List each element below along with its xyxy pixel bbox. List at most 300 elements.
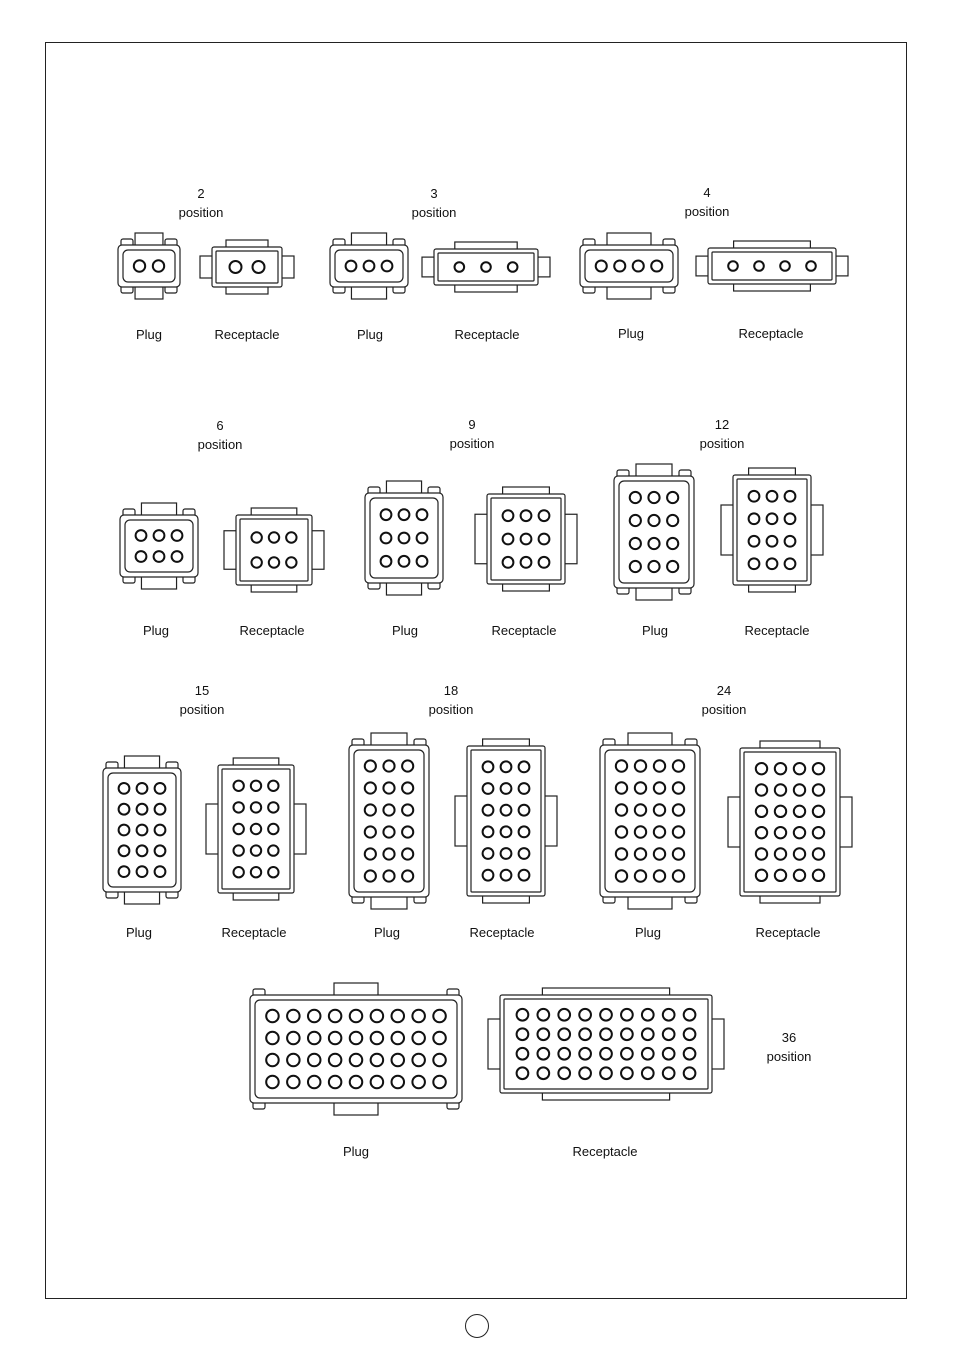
pin-cavity (251, 557, 261, 567)
pin-cavity (663, 1009, 675, 1021)
pin-cavity (350, 1076, 363, 1089)
pin-cavity (383, 870, 394, 881)
pin-cavity (673, 826, 684, 837)
receptacle-15 (206, 758, 306, 900)
pin-cavity (153, 260, 164, 271)
pin-cavity (433, 1032, 446, 1045)
pin-cavity (154, 530, 165, 541)
plug-caption-9: Plug (391, 623, 419, 638)
pin-cavity (417, 556, 428, 567)
count-label-6: 6 position (197, 418, 243, 452)
plug-caption-2: Plug (135, 327, 163, 342)
pin-cavity (767, 558, 778, 569)
pin-cavity (519, 805, 530, 816)
pin-cavity (383, 848, 394, 859)
pin-cavity (558, 1009, 570, 1021)
receptacle-24 (728, 741, 852, 903)
pin-cavity (266, 1010, 279, 1023)
pin-cavity (365, 848, 376, 859)
pin-cavity (616, 826, 627, 837)
pin-cavity (517, 1028, 529, 1040)
pin-cavity (785, 558, 796, 569)
plug-caption-3: Plug (356, 327, 384, 342)
pin-cavity (383, 760, 394, 771)
pin-cavity (412, 1076, 425, 1089)
pin-cavity (635, 760, 646, 771)
pin-cavity (521, 534, 532, 545)
pin-cavity (684, 1048, 696, 1060)
pin-cavity (616, 804, 627, 815)
pin-cavity (481, 262, 491, 272)
receptacle-caption-4: Receptacle (738, 326, 804, 341)
count-label-15: 15 position (179, 683, 225, 717)
pin-cavity (813, 784, 824, 795)
receptacle-6 (224, 508, 324, 592)
pin-cavity (537, 1067, 549, 1079)
pin-cavity (412, 1054, 425, 1067)
pin-cavity (756, 763, 767, 774)
plug-36 (250, 983, 462, 1115)
pin-cavity (667, 561, 678, 572)
pin-cavity (673, 782, 684, 793)
pin-cavity (399, 509, 410, 520)
pin-cavity (364, 261, 375, 272)
pin-cavity (233, 867, 243, 877)
pin-cavity (579, 1067, 591, 1079)
page-number-circle (465, 1314, 489, 1338)
pin-cavity (621, 1028, 633, 1040)
pin-cavity (537, 1028, 549, 1040)
pin-cavity (794, 827, 805, 838)
count-label-24: 24 position (701, 683, 747, 717)
pin-cavity (673, 804, 684, 815)
pin-cavity (749, 491, 760, 502)
pin-cavity (519, 848, 530, 859)
pin-cavity (616, 848, 627, 859)
pin-cavity (268, 781, 278, 791)
pin-cavity (642, 1067, 654, 1079)
pin-cavity (392, 1076, 405, 1089)
receptacle-caption-24: Receptacle (755, 925, 821, 940)
pin-cavity (137, 783, 148, 794)
pin-cavity (399, 533, 410, 544)
pin-cavity (286, 557, 296, 567)
pin-cavity (537, 1009, 549, 1021)
pin-cavity (308, 1076, 321, 1089)
plug-3 (330, 233, 408, 299)
pin-cavity (579, 1048, 591, 1060)
pin-cavity (775, 806, 786, 817)
pin-cavity (350, 1032, 363, 1045)
pin-cavity (648, 561, 659, 572)
pin-cavity (648, 538, 659, 549)
pin-cavity (517, 1048, 529, 1060)
pin-cavity (654, 760, 665, 771)
pin-cavity (402, 782, 413, 793)
pin-cavity (785, 536, 796, 547)
pin-cavity (329, 1076, 342, 1089)
pin-cavity (251, 802, 261, 812)
pin-cavity (503, 557, 514, 568)
pin-cavity (775, 848, 786, 859)
pin-cavity (794, 848, 805, 859)
pin-cavity (155, 804, 166, 815)
pin-cavity (308, 1054, 321, 1067)
pin-cavity (600, 1048, 612, 1060)
receptacle-18 (455, 739, 557, 903)
pin-cavity (673, 760, 684, 771)
pin-cavity (402, 826, 413, 837)
pin-cavity (579, 1009, 591, 1021)
pin-cavity (775, 870, 786, 881)
pin-cavity (600, 1067, 612, 1079)
pin-cavity (287, 1054, 300, 1067)
receptacle-caption-15: Receptacle (221, 925, 287, 940)
pin-cavity (268, 867, 278, 877)
plug-9 (365, 481, 443, 595)
pin-cavity (350, 1010, 363, 1023)
count-label-9: 9 position (449, 417, 495, 451)
pin-cavity (813, 763, 824, 774)
pin-cavity (251, 781, 261, 791)
pin-cavity (172, 530, 183, 541)
pin-cavity (616, 760, 627, 771)
pin-cavity (287, 1010, 300, 1023)
pin-cavity (728, 261, 738, 271)
pin-cavity (371, 1076, 384, 1089)
inner-wall (216, 251, 278, 283)
inner-wall (125, 520, 193, 572)
pin-cavity (813, 870, 824, 881)
pin-cavity (365, 804, 376, 815)
pin-cavity (517, 1009, 529, 1021)
pin-cavity (119, 804, 130, 815)
pin-cavity (483, 870, 494, 881)
pin-cavity (648, 492, 659, 503)
pin-cavity (233, 845, 243, 855)
plug-caption-4: Plug (617, 326, 645, 341)
pin-cavity (813, 848, 824, 859)
pin-cavity (785, 491, 796, 502)
pin-cavity (483, 826, 494, 837)
receptacle-caption-18: Receptacle (469, 925, 535, 940)
pin-cavity (521, 510, 532, 521)
pin-cavity (667, 538, 678, 549)
pin-cavity (642, 1028, 654, 1040)
pin-cavity (412, 1010, 425, 1023)
pin-cavity (119, 783, 130, 794)
pin-cavity (392, 1032, 405, 1045)
plug-caption-6: Plug (142, 623, 170, 638)
pin-cavity (673, 848, 684, 859)
receptacle-12 (721, 468, 823, 592)
pin-cavity (392, 1054, 405, 1067)
pin-cavity (537, 1048, 549, 1060)
pin-cavity (402, 804, 413, 815)
plug-15 (103, 756, 181, 904)
pin-cavity (251, 824, 261, 834)
pin-cavity (780, 261, 790, 271)
plug-12 (614, 464, 694, 600)
pin-cavity (775, 784, 786, 795)
pin-cavity (794, 806, 805, 817)
pin-cavity (371, 1010, 384, 1023)
count-label-3: 3 position (411, 186, 457, 220)
pin-cavity (501, 805, 512, 816)
plug-24 (600, 733, 700, 909)
pin-cavity (684, 1028, 696, 1040)
pin-cavity (673, 870, 684, 881)
pin-cavity (754, 261, 764, 271)
pin-cavity (517, 1067, 529, 1079)
pin-cavity (756, 806, 767, 817)
pin-cavity (633, 260, 644, 271)
pin-cavity (651, 260, 662, 271)
pin-cavity (230, 261, 242, 273)
count-label-2: 2 position (178, 186, 224, 220)
pin-cavity (417, 509, 428, 520)
pin-cavity (433, 1010, 446, 1023)
pin-cavity (794, 784, 805, 795)
pin-cavity (600, 1009, 612, 1021)
pin-cavity (137, 825, 148, 836)
pin-cavity (268, 802, 278, 812)
pin-cavity (635, 782, 646, 793)
plug-caption-36: Plug (342, 1144, 370, 1159)
pin-cavity (483, 783, 494, 794)
receptacle-9 (475, 487, 577, 591)
pin-cavity (501, 870, 512, 881)
pin-cavity (383, 782, 394, 793)
pin-cavity (251, 845, 261, 855)
pin-cavity (155, 825, 166, 836)
pin-cavity (767, 536, 778, 547)
pin-cavity (519, 870, 530, 881)
pin-cavity (483, 761, 494, 772)
pin-cavity (137, 804, 148, 815)
pin-cavity (558, 1067, 570, 1079)
pin-cavity (501, 761, 512, 772)
pin-cavity (684, 1067, 696, 1079)
pin-cavity (558, 1028, 570, 1040)
pin-cavity (269, 532, 279, 542)
receptacle-2 (200, 240, 294, 294)
pin-cavity (630, 515, 641, 526)
pin-cavity (233, 802, 243, 812)
pin-cavity (794, 870, 805, 881)
pin-cavity (767, 491, 778, 502)
pin-cavity (154, 551, 165, 562)
pin-cavity (501, 848, 512, 859)
pin-cavity (749, 558, 760, 569)
receptacle-caption-2: Receptacle (214, 327, 280, 342)
pin-cavity (519, 783, 530, 794)
pin-cavity (600, 1028, 612, 1040)
pin-cavity (806, 261, 816, 271)
pin-cavity (155, 866, 166, 877)
pin-cavity (308, 1010, 321, 1023)
pin-cavity (756, 870, 767, 881)
pin-cavity (579, 1028, 591, 1040)
pin-cavity (365, 870, 376, 881)
pin-cavity (433, 1054, 446, 1067)
plug-18 (349, 733, 429, 909)
inner-wall (240, 519, 308, 581)
pin-cavity (663, 1048, 675, 1060)
pin-cavity (642, 1048, 654, 1060)
pin-cavity (503, 510, 514, 521)
pin-cavity (483, 848, 494, 859)
pin-cavity (621, 1048, 633, 1060)
pin-cavity (642, 1009, 654, 1021)
plug-4 (580, 233, 678, 299)
pin-cavity (383, 804, 394, 815)
count-label-36: 36 position (766, 1030, 812, 1064)
pin-cavity (172, 551, 183, 562)
plug-6 (120, 503, 198, 589)
receptacle-caption-36: Receptacle (572, 1144, 638, 1159)
pin-cavity (654, 804, 665, 815)
pin-cavity (365, 782, 376, 793)
pin-cavity (371, 1032, 384, 1045)
pin-cavity (155, 783, 166, 794)
pin-cavity (251, 532, 261, 542)
pin-cavity (654, 848, 665, 859)
receptacle-caption-6: Receptacle (239, 623, 305, 638)
pin-cavity (136, 551, 147, 562)
pin-cavity (684, 1009, 696, 1021)
pin-cavity (266, 1032, 279, 1045)
pin-cavity (371, 1054, 384, 1067)
pin-cavity (635, 870, 646, 881)
pin-cavity (614, 260, 625, 271)
pin-cavity (654, 782, 665, 793)
pin-cavity (399, 556, 410, 567)
pin-cavity (402, 848, 413, 859)
pin-cavity (654, 870, 665, 881)
pin-cavity (539, 534, 550, 545)
pin-cavity (137, 845, 148, 856)
pin-cavity (392, 1010, 405, 1023)
plug-caption-12: Plug (641, 623, 669, 638)
pin-cavity (136, 530, 147, 541)
pin-cavity (251, 867, 261, 877)
pin-cavity (346, 261, 357, 272)
inner-wall (123, 250, 175, 282)
pin-cavity (381, 533, 392, 544)
pin-cavity (287, 1076, 300, 1089)
pin-cavity (775, 827, 786, 838)
pin-cavity (329, 1032, 342, 1045)
pin-cavity (519, 826, 530, 837)
pin-cavity (794, 763, 805, 774)
pin-cavity (233, 824, 243, 834)
pin-cavity (621, 1067, 633, 1079)
pin-cavity (402, 870, 413, 881)
pin-cavity (756, 784, 767, 795)
pin-cavity (268, 824, 278, 834)
pin-cavity (233, 781, 243, 791)
pin-cavity (253, 261, 265, 273)
pin-cavity (630, 492, 641, 503)
pin-cavity (119, 866, 130, 877)
receptacle-caption-9: Receptacle (491, 623, 557, 638)
count-label-12: 12 position (699, 417, 745, 451)
receptacle-caption-3: Receptacle (454, 327, 520, 342)
pin-cavity (648, 515, 659, 526)
pin-cavity (417, 533, 428, 544)
pin-cavity (483, 805, 494, 816)
pin-cavity (119, 845, 130, 856)
pin-cavity (630, 561, 641, 572)
pin-cavity (785, 513, 796, 524)
pin-cavity (268, 845, 278, 855)
pin-cavity (663, 1028, 675, 1040)
pin-cavity (635, 826, 646, 837)
pin-cavity (382, 261, 393, 272)
pin-cavity (749, 536, 760, 547)
pin-cavity (308, 1032, 321, 1045)
pin-cavity (663, 1067, 675, 1079)
pin-cavity (381, 556, 392, 567)
pin-cavity (539, 557, 550, 568)
pin-cavity (756, 848, 767, 859)
pin-cavity (667, 515, 678, 526)
pin-cavity (365, 826, 376, 837)
count-label-4: 4 position (684, 185, 730, 219)
pin-cavity (539, 510, 550, 521)
pin-cavity (365, 760, 376, 771)
pin-cavity (596, 260, 607, 271)
pin-cavity (266, 1076, 279, 1089)
pin-cavity (813, 806, 824, 817)
pin-cavity (455, 262, 465, 272)
pin-cavity (269, 557, 279, 567)
pin-cavity (519, 761, 530, 772)
pin-cavity (287, 1032, 300, 1045)
pin-cavity (266, 1054, 279, 1067)
pin-cavity (558, 1048, 570, 1060)
pin-cavity (402, 760, 413, 771)
pin-cavity (813, 827, 824, 838)
pin-cavity (119, 825, 130, 836)
pin-cavity (412, 1032, 425, 1045)
pin-cavity (137, 866, 148, 877)
plug-2 (118, 233, 180, 299)
pin-cavity (635, 848, 646, 859)
pin-cavity (329, 1010, 342, 1023)
receptacle-caption-12: Receptacle (744, 623, 810, 638)
pin-cavity (350, 1054, 363, 1067)
pin-cavity (155, 845, 166, 856)
pin-cavity (521, 557, 532, 568)
plug-caption-15: Plug (125, 925, 153, 940)
pin-cavity (767, 513, 778, 524)
pin-cavity (433, 1076, 446, 1089)
pin-cavity (503, 534, 514, 545)
pin-cavity (635, 804, 646, 815)
receptacle-4 (696, 241, 848, 291)
pin-cavity (621, 1009, 633, 1021)
pin-cavity (667, 492, 678, 503)
pin-cavity (654, 826, 665, 837)
pin-cavity (381, 509, 392, 520)
plug-caption-24: Plug (634, 925, 662, 940)
pin-cavity (775, 763, 786, 774)
receptacle-3 (422, 242, 550, 292)
pin-cavity (134, 260, 145, 271)
pin-cavity (616, 782, 627, 793)
